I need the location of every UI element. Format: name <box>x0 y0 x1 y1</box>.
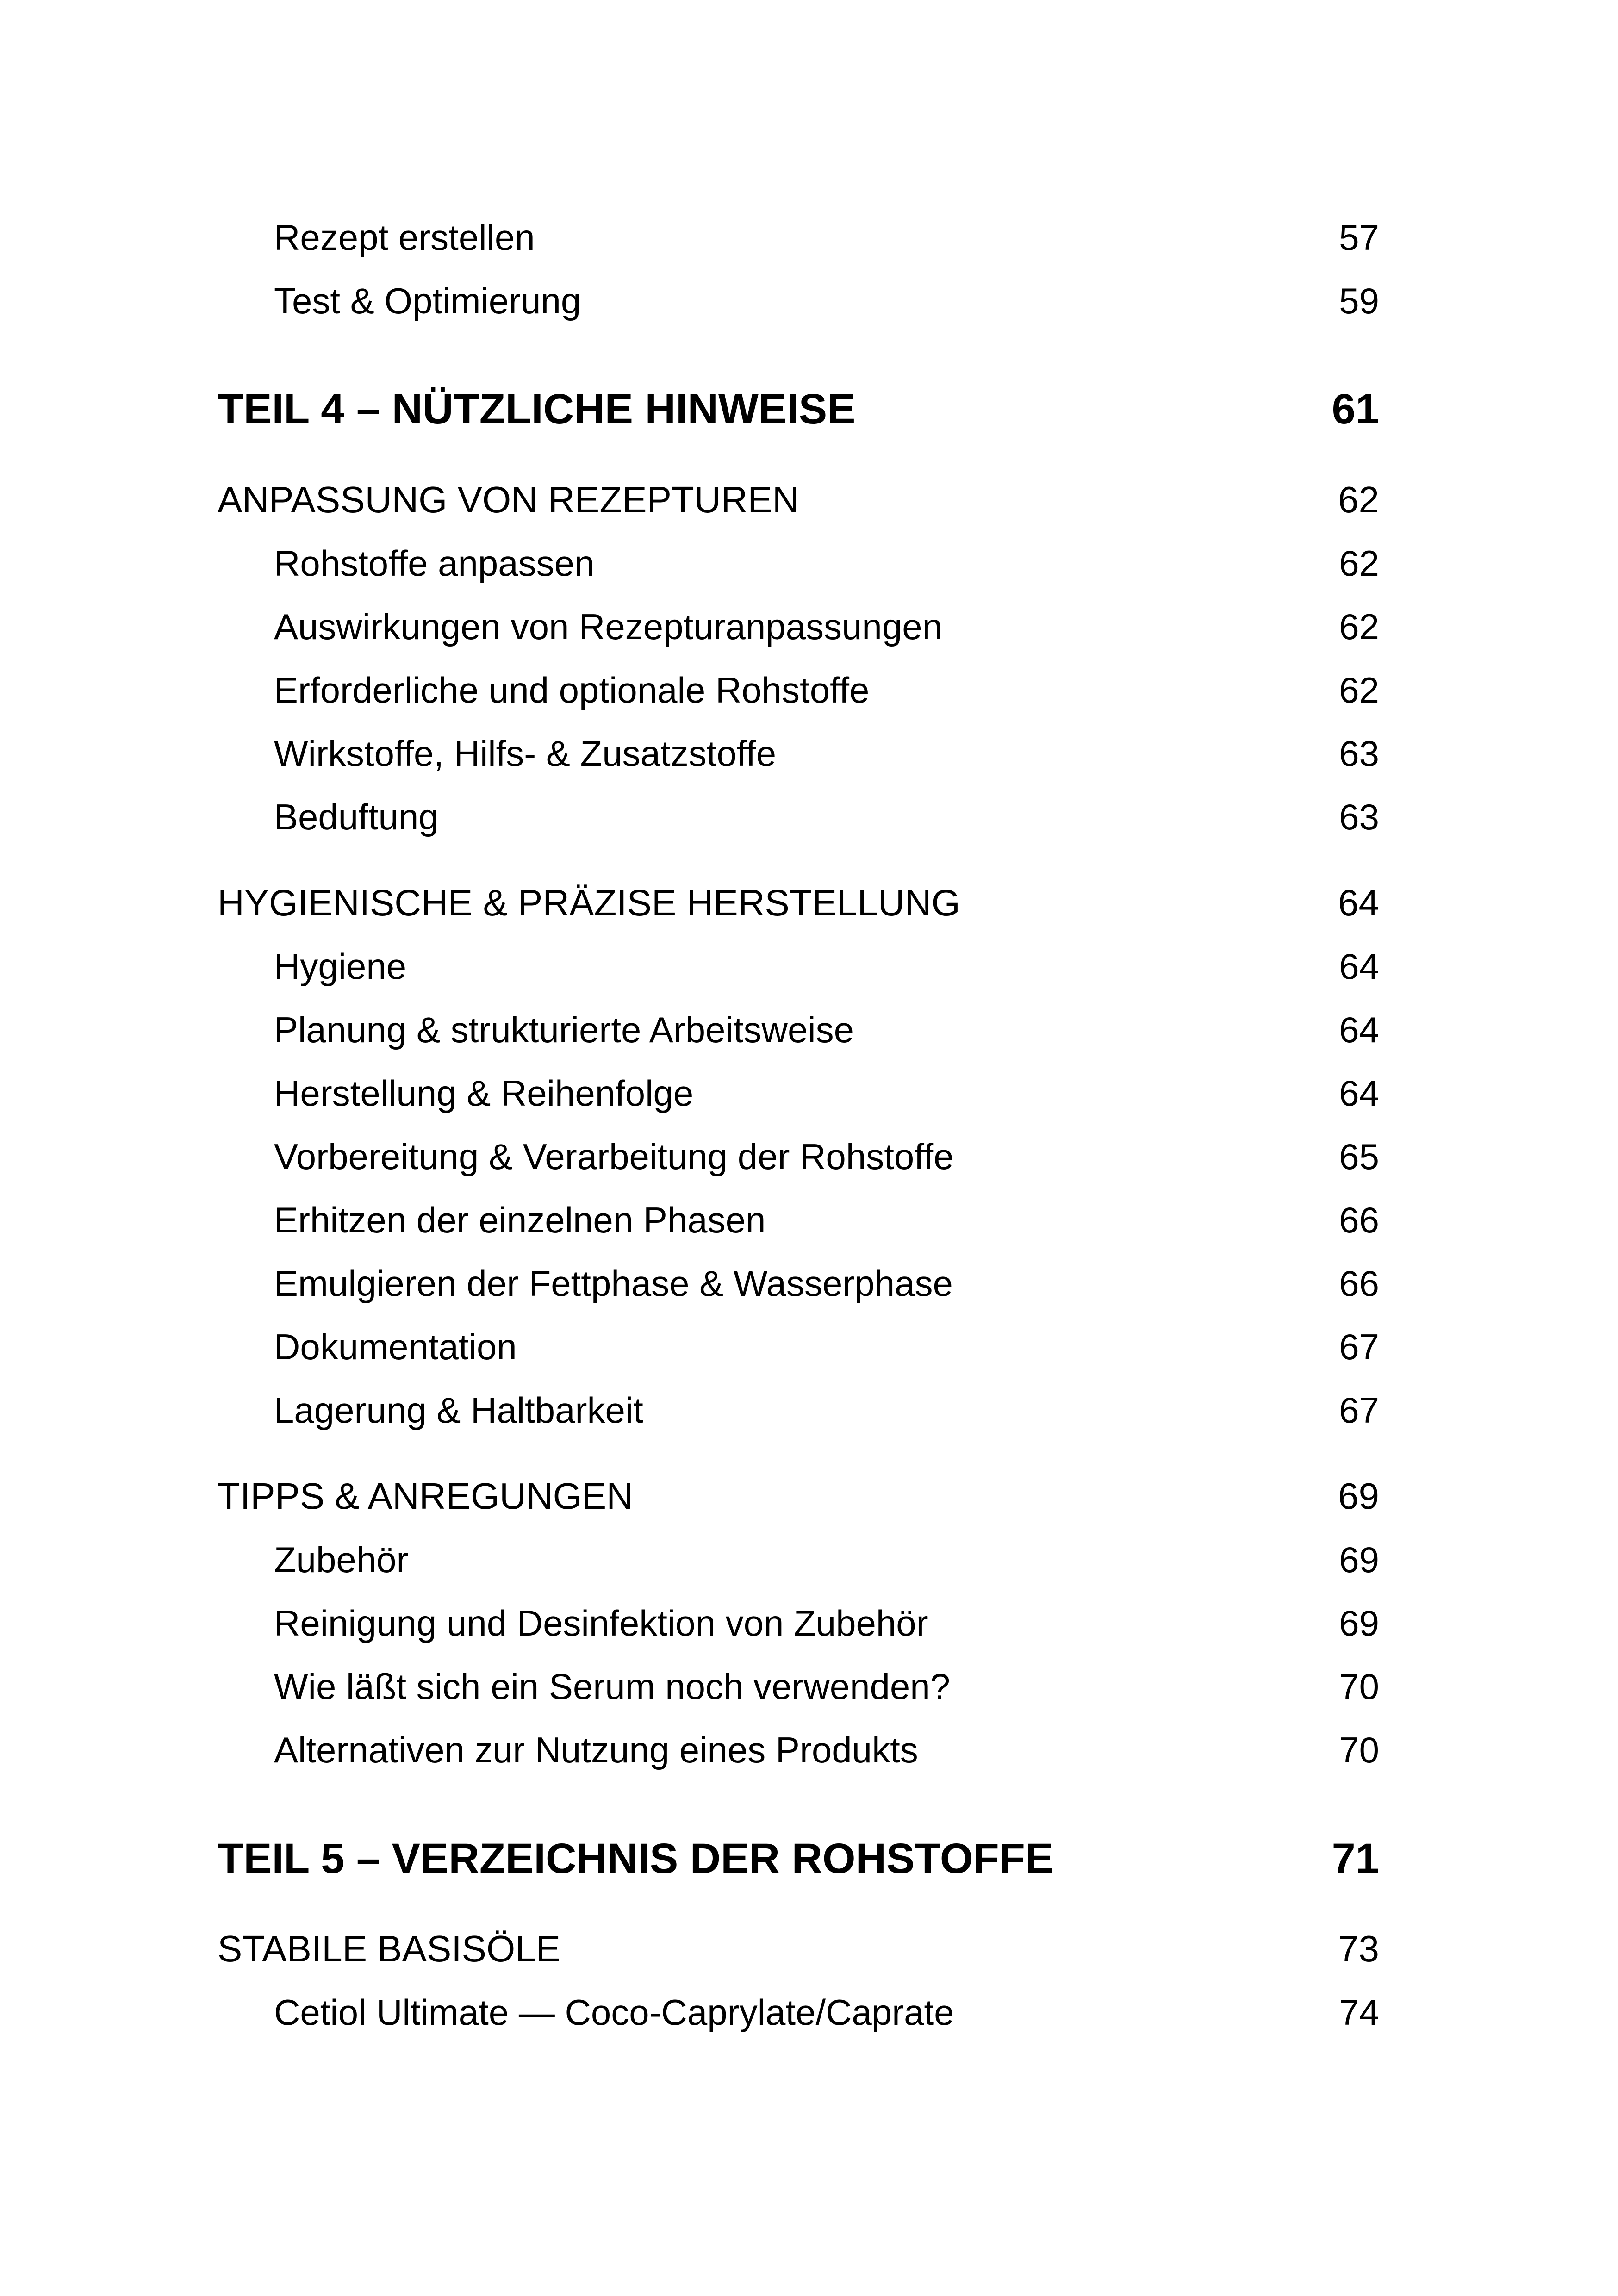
toc-entry-page: 65 <box>1339 1136 1379 1177</box>
toc-entry-page: 69 <box>1339 1539 1379 1580</box>
toc-entry-title: Wirkstoffe, Hilfs- & Zusatzstoffe <box>274 733 777 774</box>
toc-entry[interactable] <box>218 1195 1379 1245</box>
toc-section-title: STABILE BASISÖLE <box>218 1928 561 1969</box>
toc-section-heading[interactable] <box>218 1471 1379 1522</box>
toc-section-heading[interactable] <box>218 474 1379 525</box>
toc-part-heading[interactable] <box>218 1833 1379 1884</box>
toc-entry[interactable] <box>218 1321 1379 1372</box>
toc-part-page: 61 <box>1332 386 1379 433</box>
toc-entry-page: 63 <box>1339 796 1379 837</box>
toc-entry-page: 62 <box>1339 606 1379 647</box>
toc-entry-title: Wie läßt sich ein Serum noch verwenden? <box>274 1666 951 1707</box>
toc-entry[interactable] <box>218 791 1379 842</box>
toc-section-page: 64 <box>1338 882 1379 923</box>
toc-entry-page: 62 <box>1339 670 1379 710</box>
toc-entry-title: Hygiene <box>274 946 407 987</box>
toc-entry-title: Planung & strukturierte Arbeitsweise <box>274 1009 854 1050</box>
toc-entry-page: 59 <box>1339 280 1379 321</box>
toc-section-title: HYGIENISCHE & PRÄZISE HERSTELLUNG <box>218 882 960 923</box>
toc-entry[interactable] <box>218 1131 1379 1182</box>
toc-part-title: TEIL 5 – VERZEICHNIS DER ROHSTOFFE <box>218 1835 1054 1882</box>
toc-entry[interactable] <box>218 1258 1379 1309</box>
toc-entry[interactable] <box>218 1661 1379 1712</box>
toc-entry-page: 63 <box>1339 733 1379 774</box>
toc-entry-title: Erforderliche und optionale Rohstoffe <box>274 670 870 710</box>
toc-entry-page: 70 <box>1339 1730 1379 1770</box>
toc-section-page: 69 <box>1338 1475 1379 1517</box>
toc-entry-page: 66 <box>1339 1200 1379 1240</box>
toc-entry[interactable] <box>218 1068 1379 1119</box>
toc-entry[interactable] <box>218 1004 1379 1055</box>
toc-entry-title: Alternativen zur Nutzung eines Produkts <box>274 1730 918 1770</box>
toc-entry-page: 64 <box>1339 1009 1379 1050</box>
toc-section-title: ANPASSUNG VON REZEPTUREN <box>218 479 799 520</box>
toc-section-heading[interactable] <box>218 1923 1379 1974</box>
toc-entry[interactable] <box>218 212 1379 263</box>
toc-entry-title: Erhitzen der einzelnen Phasen <box>274 1200 766 1240</box>
toc-entry-title: Test & Optimierung <box>274 280 581 321</box>
toc-entry[interactable] <box>218 601 1379 652</box>
toc-section-page: 62 <box>1338 479 1379 520</box>
toc-entry-title: Emulgieren der Fettphase & Wasserphase <box>274 1263 953 1304</box>
toc-entry-title: Zubehör <box>274 1539 409 1580</box>
toc-entry-title: Cetiol Ultimate — Coco-Caprylate/Caprate <box>274 1992 954 2033</box>
toc-part-page: 71 <box>1332 1835 1379 1882</box>
toc-entry[interactable] <box>218 1385 1379 1436</box>
toc-entry-page: 67 <box>1339 1390 1379 1431</box>
toc-entry-page: 67 <box>1339 1326 1379 1367</box>
toc-entry[interactable] <box>218 941 1379 992</box>
toc-entry[interactable] <box>218 1987 1379 2038</box>
toc-entry[interactable] <box>218 1724 1379 1775</box>
toc-section-title: TIPPS & ANREGUNGEN <box>218 1475 633 1517</box>
toc-entry-title: Reinigung und Desinfektion von Zubehör <box>274 1603 928 1643</box>
toc-entry[interactable] <box>218 1598 1379 1649</box>
toc-entry[interactable] <box>218 275 1379 326</box>
toc-entry[interactable] <box>218 1534 1379 1585</box>
toc-entry[interactable] <box>218 728 1379 779</box>
toc-section-page: 73 <box>1338 1928 1379 1969</box>
toc-entry-page: 64 <box>1339 946 1379 987</box>
toc-entry-title: Lagerung & Haltbarkeit <box>274 1390 643 1431</box>
toc-entry-title: Herstellung & Reihenfolge <box>274 1073 694 1114</box>
toc-entry-title: Dokumentation <box>274 1326 517 1367</box>
toc-entry-page: 64 <box>1339 1073 1379 1114</box>
toc-entry-page: 74 <box>1339 1992 1379 2033</box>
toc-entry-title: Beduftung <box>274 796 439 837</box>
toc-entry-page: 57 <box>1339 217 1379 258</box>
toc-entry-page: 70 <box>1339 1666 1379 1707</box>
toc-entry-title: Auswirkungen von Rezepturanpassungen <box>274 606 942 647</box>
toc-entry-title: Rezept erstellen <box>274 217 535 258</box>
toc-entry-title: Rohstoffe anpassen <box>274 543 595 584</box>
toc-entry-title: Vorbereitung & Verarbeitung der Rohstoffe <box>274 1136 954 1177</box>
toc-entry-page: 69 <box>1339 1603 1379 1643</box>
toc-entry[interactable] <box>218 665 1379 716</box>
toc-section-heading[interactable] <box>218 877 1379 928</box>
toc-entry-page: 66 <box>1339 1263 1379 1304</box>
toc-entry-page: 62 <box>1339 543 1379 584</box>
toc-entry[interactable] <box>218 538 1379 589</box>
toc-part-title: TEIL 4 – NÜTZLICHE HINWEISE <box>218 386 856 433</box>
toc-part-heading[interactable] <box>218 384 1379 435</box>
